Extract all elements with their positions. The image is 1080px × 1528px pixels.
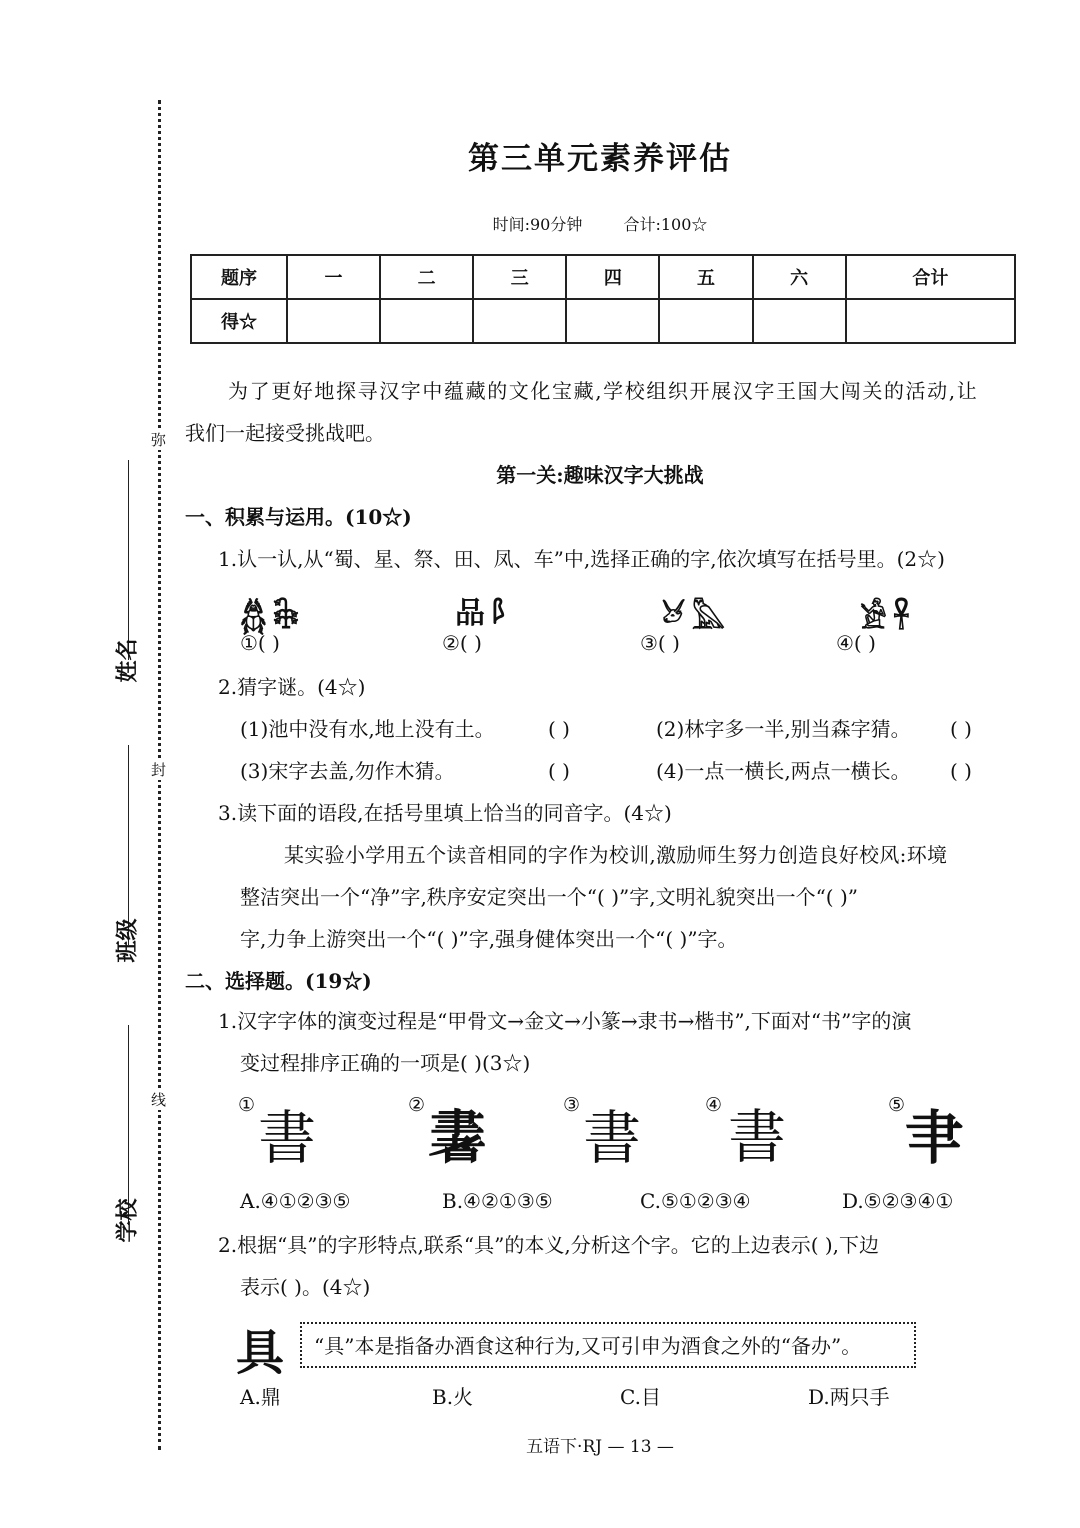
intro-line-1: 为了更好地探寻汉字中蕴藏的文化宝藏,学校组织开展汉字王国大闯关的活动,让 xyxy=(228,379,979,403)
score-table xyxy=(190,254,1016,344)
score-input-cell[interactable] xyxy=(287,299,380,343)
level1-title: 第一关:趣味汉字大挑战 xyxy=(496,463,704,487)
s2-q1-option-a[interactable]: A.④①②③⑤ xyxy=(240,1189,351,1213)
score-header-cell: 六 xyxy=(753,255,846,299)
shu-glyph-4: 書 xyxy=(728,1105,787,1170)
s1-q1-blank-1[interactable]: ①( ) xyxy=(240,631,280,655)
exam-meta xyxy=(0,212,1080,235)
score-input-cell[interactable] xyxy=(659,299,752,343)
s2-q2-option-a[interactable]: A.鼎 xyxy=(240,1385,281,1409)
s2-q1-line-1: 1.汉字字体的演变过程是“甲骨文→金文→小篆→隶书→楷书”,下面对“书”字的演 xyxy=(218,1009,912,1033)
score-header-cell: 一 xyxy=(287,255,380,299)
shu-glyph-2: 𦘠 xyxy=(428,1104,487,1172)
riddle-3: (3)宋字去盖,勿作木猜。 xyxy=(240,759,455,783)
s1-q3-para-3[interactable]: 字,力争上游突出一个“( )”字,强身健体突出一个“( )”字。 xyxy=(240,927,738,951)
time-limit: 时间:90分钟 xyxy=(492,215,583,234)
s2-q2-option-d[interactable]: D.两只手 xyxy=(808,1385,890,1409)
class-field-label: 班级 xyxy=(114,918,141,963)
score-input-cell[interactable] xyxy=(566,299,659,343)
s2-q2-option-c[interactable]: C.目 xyxy=(620,1385,661,1409)
s1-q3-para-2[interactable]: 整洁突出一个“净”字,秩序安定突出一个“( )”字,文明礼貌突出一个“( )” xyxy=(240,885,858,909)
score-header-cell: 二 xyxy=(380,255,473,299)
riddle-1: (1)池中没有水,地上没有土。 xyxy=(240,717,495,741)
s1-q3-para-1: 某实验小学用五个读音相同的字作为校训,激励师生努力创造良好校风:环境 xyxy=(284,843,948,867)
name-field-line[interactable] xyxy=(128,460,129,660)
s2-q2-line-1[interactable]: 2.根据“具”的字形特点,联系“具”的本义,分析这个字。它的上边表示( ),下边 xyxy=(218,1233,880,1257)
s1-q1-blank-4[interactable]: ④( ) xyxy=(836,631,876,655)
school-field-line[interactable] xyxy=(128,1025,129,1225)
score-row-label: 得☆ xyxy=(191,299,287,343)
shu-label-3: ③ xyxy=(563,1094,581,1116)
riddle-4-blank[interactable]: ( ) xyxy=(950,759,972,783)
score-header-cell: 五 xyxy=(659,255,752,299)
shu-glyph-3: 書 xyxy=(583,1104,642,1172)
score-header-cell: 四 xyxy=(566,255,659,299)
s1-q1-blank-3[interactable]: ③( ) xyxy=(640,631,680,655)
shu-label-1: ① xyxy=(238,1094,256,1116)
intro-line-2: 我们一起接受挑战吧。 xyxy=(185,421,385,445)
score-input-cell[interactable] xyxy=(380,299,473,343)
shu-label-5: ⑤ xyxy=(888,1094,906,1116)
score-input-cell[interactable] xyxy=(846,299,1015,343)
s2-q1-option-b[interactable]: B.④②①③⑤ xyxy=(442,1189,553,1213)
s1-q1-text: 1.认一认,从“蜀、星、祭、田、凤、车”中,选择正确的字,依次填写在括号里。(2☆) xyxy=(218,547,945,571)
score-table-score-row xyxy=(191,299,1015,343)
definition-note-box xyxy=(300,1322,916,1368)
section1-heading: 一、积累与运用。(10☆) xyxy=(185,505,412,529)
riddle-2: (2)林字多一半,别当森字猜。 xyxy=(656,717,911,741)
seal-word-mi: 弥 xyxy=(151,431,167,449)
riddle-3-blank[interactable]: ( ) xyxy=(548,759,570,783)
score-input-cell[interactable] xyxy=(753,299,846,343)
s1-q1-blank-2[interactable]: ②( ) xyxy=(442,631,482,655)
seal-word-xian: 线 xyxy=(151,1091,167,1109)
shu-label-4: ④ xyxy=(705,1094,723,1116)
s1-q3-text: 3.读下面的语段,在括号里填上恰当的同音字。(4☆) xyxy=(218,801,672,825)
page-footer: 五语下·RJ — 13 — xyxy=(526,1437,674,1457)
oracle-glyph-1: 𓆣𓇗 xyxy=(240,601,306,636)
s2-q1-line-2[interactable]: 变过程排序正确的一项是( )(3☆) xyxy=(240,1051,531,1075)
shu-glyph-1: 書 xyxy=(258,1104,317,1172)
score-header-cell: 题序 xyxy=(191,255,287,299)
definition-note: “具”本是指备办酒食这种行为,又可引申为酒食之外的“备办”。 xyxy=(314,1334,862,1358)
section2-heading: 二、选择题。(19☆) xyxy=(185,969,372,993)
name-field-label: 姓名 xyxy=(114,638,141,683)
oracle-glyph-3: 𓃾𓅓 xyxy=(662,601,732,636)
s2-q2-option-b[interactable]: B.火 xyxy=(432,1385,474,1409)
s1-q2-text: 2.猜字谜。(4☆) xyxy=(218,675,366,699)
seal-word-feng: 封 xyxy=(151,761,167,779)
score-table-header-row xyxy=(191,255,1015,299)
riddle-1-blank[interactable]: ( ) xyxy=(548,717,570,741)
oracle-glyph-4: 𓀀𓋹 xyxy=(860,601,916,636)
s2-q2-line-2[interactable]: 表示( )。(4☆) xyxy=(240,1275,371,1299)
s2-q1-option-d[interactable]: D.⑤②③④① xyxy=(842,1189,954,1213)
page-title: 第三单元素养评估 xyxy=(468,141,732,177)
riddle-4: (4)一点一横长,两点一横长。 xyxy=(656,759,911,783)
score-header-cell: 三 xyxy=(473,255,566,299)
ju-ancient-glyph: 具 xyxy=(236,1325,285,1381)
score-header-cell: 合计 xyxy=(846,255,1015,299)
shu-glyph-5: 𦘒 xyxy=(905,1104,964,1172)
class-field-line[interactable] xyxy=(128,745,129,945)
total-score: 合计:100☆ xyxy=(623,215,708,234)
school-field-label: 学校 xyxy=(114,1198,141,1243)
shu-label-2: ② xyxy=(408,1094,426,1116)
riddle-2-blank[interactable]: ( ) xyxy=(950,717,972,741)
score-input-cell[interactable] xyxy=(473,299,566,343)
oracle-glyph-2: 品𐦁 xyxy=(455,596,512,631)
s2-q1-option-c[interactable]: C.⑤①②③④ xyxy=(640,1189,751,1213)
